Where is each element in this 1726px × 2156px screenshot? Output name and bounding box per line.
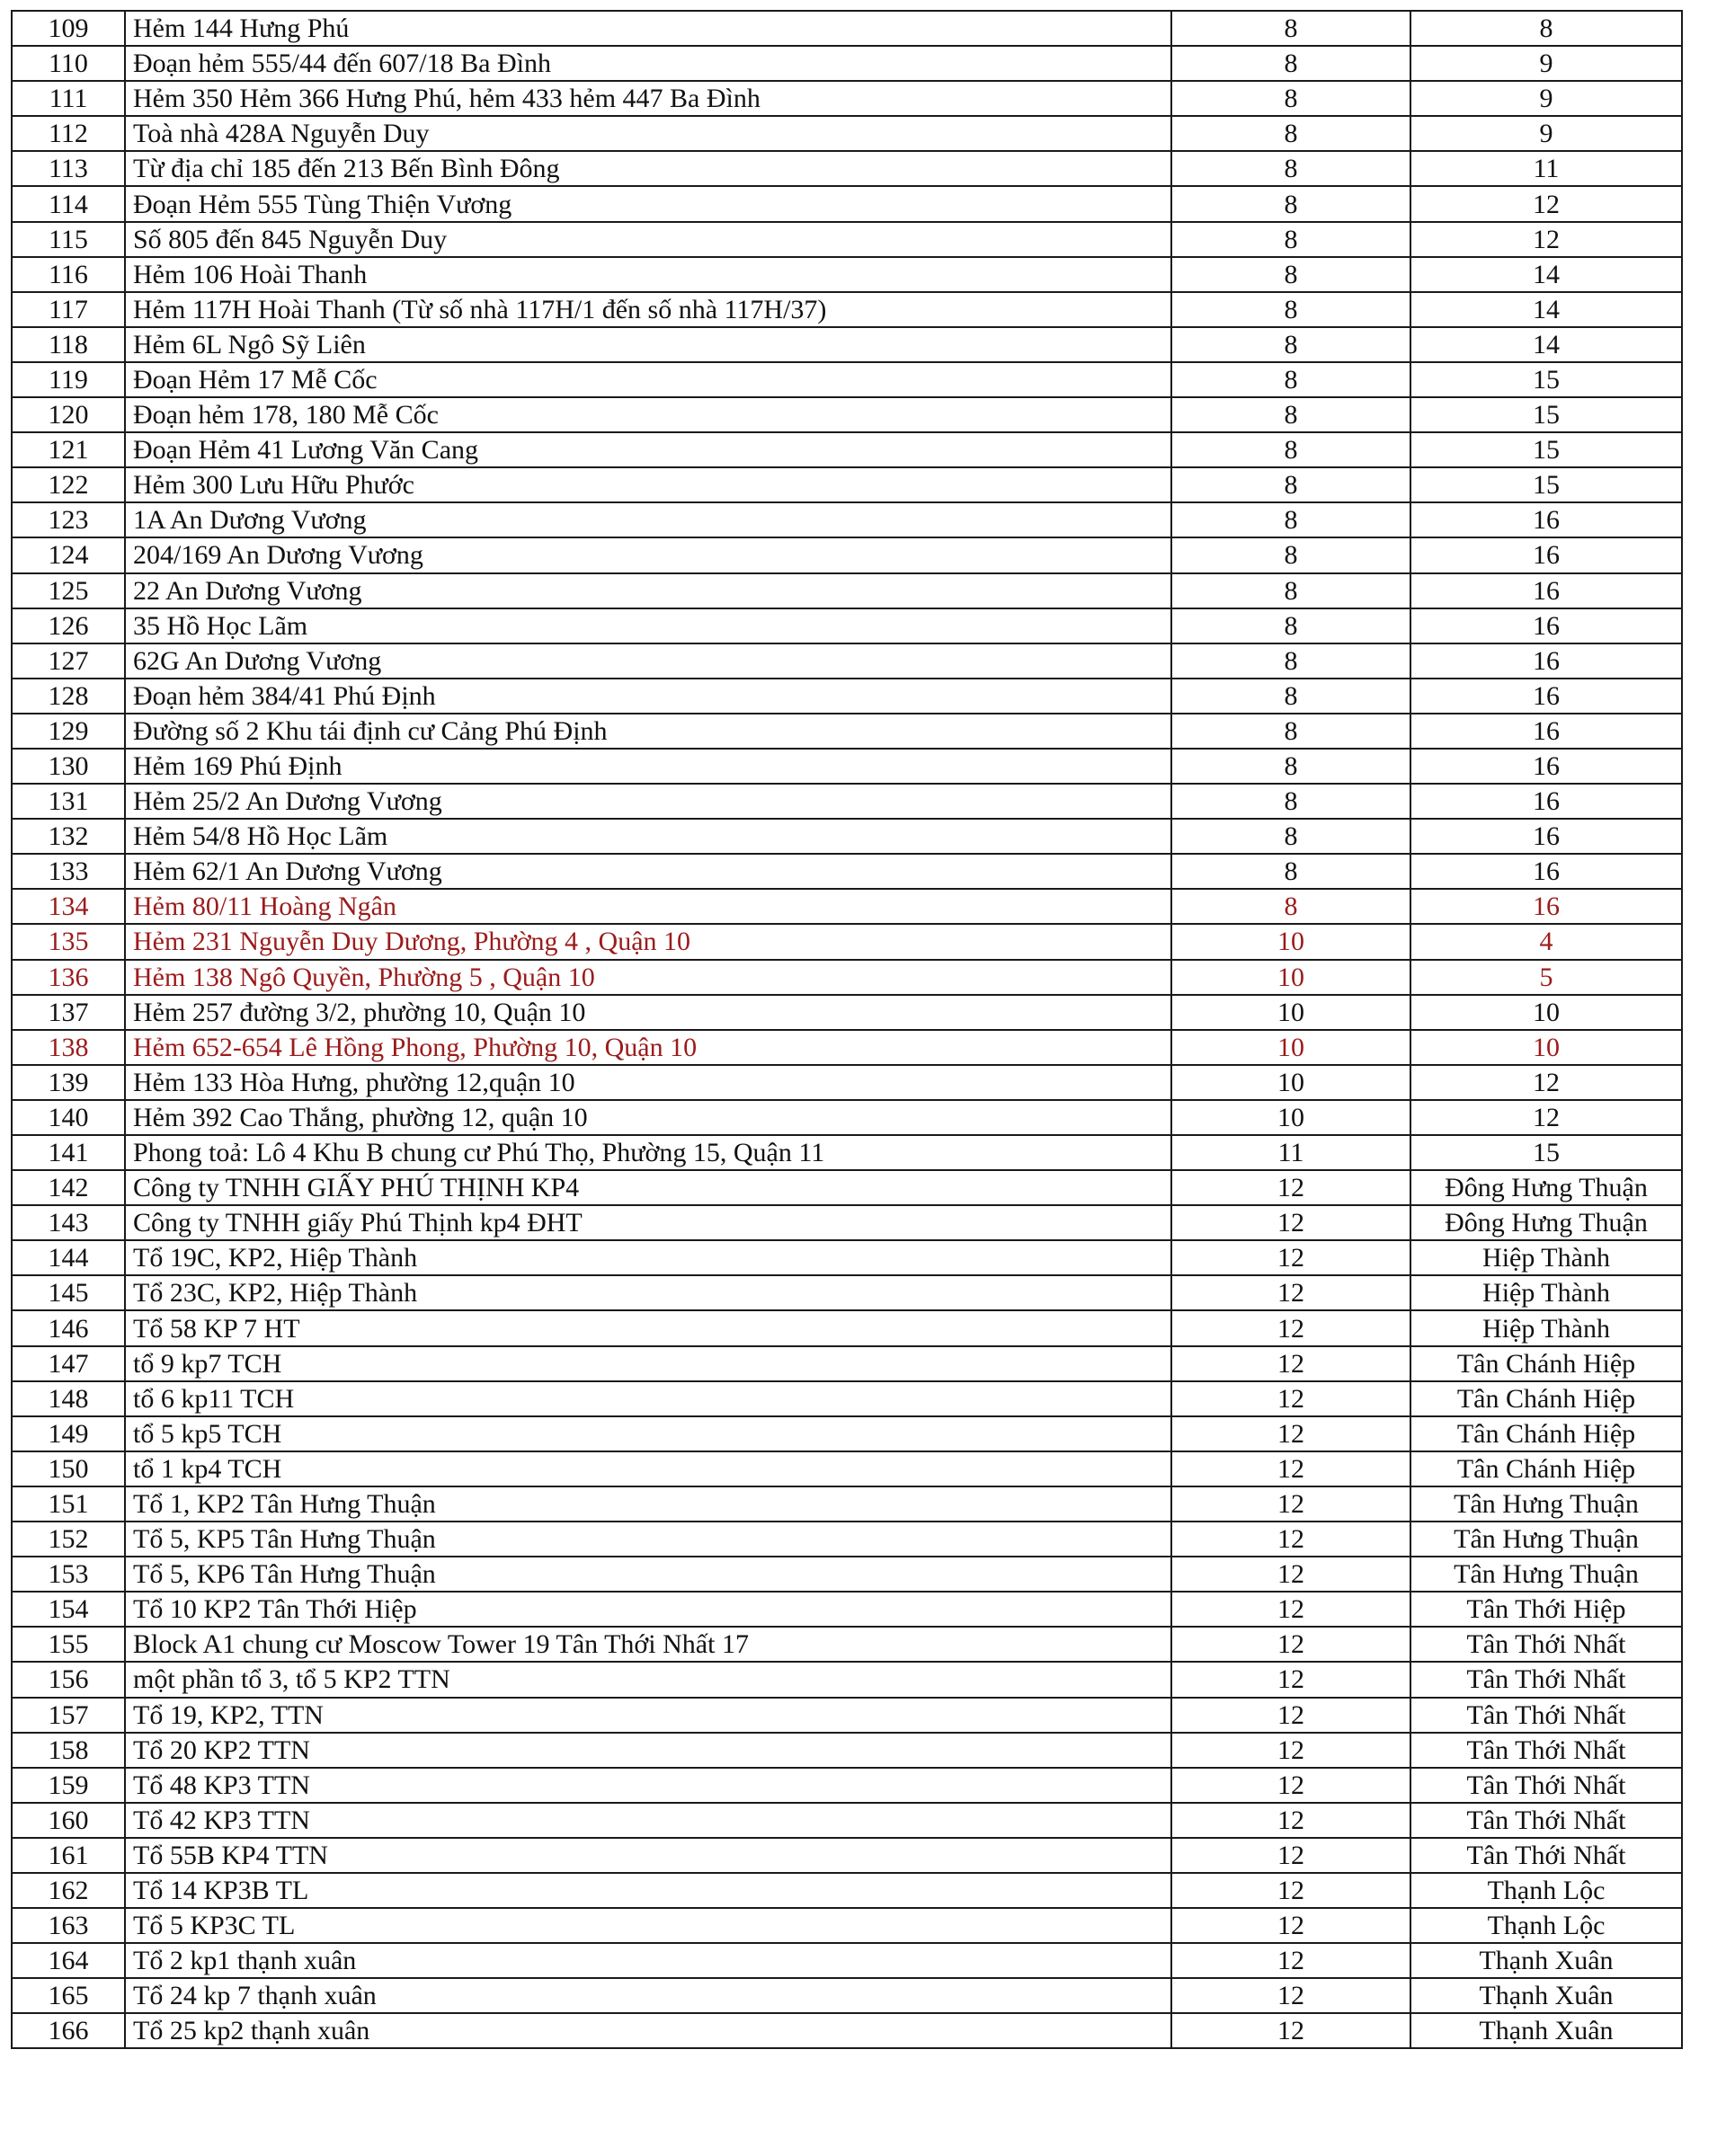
ward-cell: 14 [1410,257,1682,292]
location-cell: Tổ 19, KP2, TTN [125,1698,1171,1733]
ward-cell: Tân Thới Nhất [1410,1838,1682,1873]
district-cell: 12 [1171,1557,1410,1592]
table-row [12,1240,1682,1275]
location-cell: Tổ 2 kp1 thạnh xuân [125,1943,1171,1978]
row-number-cell: 155 [12,1627,125,1662]
table-row [12,502,1682,537]
row-number-cell: 128 [12,679,125,714]
ward-cell: 16 [1410,573,1682,608]
district-cell: 8 [1171,537,1410,572]
row-number-cell: 141 [12,1135,125,1170]
table-body [12,11,1682,2048]
ward-cell: 16 [1410,608,1682,643]
ward-cell: Tân Hưng Thuận [1410,1522,1682,1557]
district-cell: 12 [1171,1803,1410,1838]
table-row [12,257,1682,292]
location-cell: Tổ 5 KP3C TL [125,1908,1171,1943]
row-number-cell: 152 [12,1522,125,1557]
location-cell: Tổ 25 kp2 thạnh xuân [125,2013,1171,2048]
table-row [12,714,1682,749]
table-row [12,537,1682,572]
ward-cell: 15 [1410,362,1682,397]
row-number-cell: 136 [12,960,125,995]
lockdown-table [11,10,1683,2049]
location-cell: Tổ 1, KP2 Tân Hưng Thuận [125,1486,1171,1522]
row-number-cell: 154 [12,1592,125,1627]
ward-cell: Tân Thới Hiệp [1410,1592,1682,1627]
table-row [12,397,1682,432]
row-number-cell: 146 [12,1310,125,1345]
row-number-cell: 150 [12,1451,125,1486]
district-cell: 10 [1171,1030,1410,1065]
row-number-cell: 143 [12,1205,125,1240]
ward-cell: 14 [1410,327,1682,362]
ward-cell: 10 [1410,995,1682,1030]
table-row [12,1662,1682,1697]
district-cell: 11 [1171,1135,1410,1170]
district-cell: 8 [1171,784,1410,819]
district-cell: 10 [1171,960,1410,995]
table-row [12,1451,1682,1486]
table-row [12,924,1682,959]
ward-cell: 9 [1410,116,1682,151]
ward-cell: 16 [1410,784,1682,819]
location-cell: một phần tổ 3, tổ 5 KP2 TTN [125,1662,1171,1697]
table-row [12,116,1682,151]
location-cell: Công ty TNHH GIẤY PHÚ THỊNH KP4 [125,1170,1171,1205]
table-row [12,2013,1682,2048]
district-cell: 12 [1171,1381,1410,1416]
district-cell: 8 [1171,292,1410,327]
district-cell: 8 [1171,432,1410,467]
location-cell: 204/169 An Dương Vương [125,537,1171,572]
location-cell: Hẻm 231 Nguyễn Duy Dương, Phường 4 , Quận 10 [125,924,1171,959]
location-cell: 35 Hồ Học Lãm [125,608,1171,643]
location-cell: Block A1 chung cư Moscow Tower 19 Tân Thới Nhất 17 [125,1627,1171,1662]
location-cell: Đoạn Hẻm 17 Mễ Cốc [125,362,1171,397]
ward-cell: 5 [1410,960,1682,995]
table-row [12,1381,1682,1416]
location-cell: Tổ 20 KP2 TTN [125,1733,1171,1768]
district-cell: 8 [1171,643,1410,679]
row-number-cell: 157 [12,1698,125,1733]
ward-cell: Tân Hưng Thuận [1410,1486,1682,1522]
location-cell: tổ 6 kp11 TCH [125,1381,1171,1416]
location-cell: Hẻm 133 Hòa Hưng, phường 12,quận 10 [125,1065,1171,1100]
location-cell: Hẻm 6L Ngô Sỹ Liên [125,327,1171,362]
district-cell: 8 [1171,397,1410,432]
table-row [12,11,1682,46]
table-row [12,222,1682,257]
row-number-cell: 156 [12,1662,125,1697]
location-cell: Hẻm 25/2 An Dương Vương [125,784,1171,819]
location-cell: Đoạn hẻm 178, 180 Mễ Cốc [125,397,1171,432]
location-cell: Hẻm 257 đường 3/2, phường 10, Quận 10 [125,995,1171,1030]
location-cell: Tổ 14 KP3B TL [125,1873,1171,1908]
location-cell: Phong toả: Lô 4 Khu B chung cư Phú Thọ, Phường 15, Quận 11 [125,1135,1171,1170]
row-number-cell: 118 [12,327,125,362]
location-cell: Tổ 23C, KP2, Hiệp Thành [125,1275,1171,1310]
ward-cell: 8 [1410,11,1682,46]
table-row [12,1275,1682,1310]
row-number-cell: 153 [12,1557,125,1592]
row-number-cell: 120 [12,397,125,432]
district-cell: 8 [1171,116,1410,151]
ward-cell: 16 [1410,819,1682,854]
district-cell: 8 [1171,186,1410,221]
row-number-cell: 137 [12,995,125,1030]
table-row [12,573,1682,608]
ward-cell: 16 [1410,854,1682,889]
row-number-cell: 158 [12,1733,125,1768]
table-row [12,1030,1682,1065]
row-number-cell: 115 [12,222,125,257]
table-row [12,1592,1682,1627]
location-cell: Tổ 55B KP4 TTN [125,1838,1171,1873]
row-number-cell: 123 [12,502,125,537]
ward-cell: 15 [1410,432,1682,467]
table-row [12,889,1682,924]
location-cell: Tổ 19C, KP2, Hiệp Thành [125,1240,1171,1275]
district-cell: 12 [1171,1275,1410,1310]
district-cell: 8 [1171,81,1410,116]
location-cell: Tổ 10 KP2 Tân Thới Hiệp [125,1592,1171,1627]
district-cell: 8 [1171,257,1410,292]
table-row [12,186,1682,221]
ward-cell: 4 [1410,924,1682,959]
location-cell: Từ địa chỉ 185 đến 213 Bến Bình Đông [125,151,1171,186]
ward-cell: Đông Hưng Thuận [1410,1170,1682,1205]
table-row [12,1627,1682,1662]
ward-cell: 16 [1410,537,1682,572]
district-cell: 12 [1171,1838,1410,1873]
district-cell: 8 [1171,467,1410,502]
row-number-cell: 162 [12,1873,125,1908]
ward-cell: 9 [1410,81,1682,116]
ward-cell: 12 [1410,222,1682,257]
location-cell: Toà nhà 428A Nguyễn Duy [125,116,1171,151]
table-row [12,1733,1682,1768]
ward-cell: 9 [1410,46,1682,81]
district-cell: 8 [1171,889,1410,924]
location-cell: Đoạn hẻm 384/41 Phú Định [125,679,1171,714]
ward-cell: 15 [1410,1135,1682,1170]
location-cell: 22 An Dương Vương [125,573,1171,608]
row-number-cell: 163 [12,1908,125,1943]
table-row [12,467,1682,502]
ward-cell: Tân Chánh Hiệp [1410,1381,1682,1416]
row-number-cell: 117 [12,292,125,327]
district-cell: 12 [1171,1310,1410,1345]
row-number-cell: 124 [12,537,125,572]
district-cell: 8 [1171,502,1410,537]
table-row [12,1557,1682,1592]
location-cell: Hẻm 138 Ngô Quyền, Phường 5 , Quận 10 [125,960,1171,995]
ward-cell: Tân Thới Nhất [1410,1627,1682,1662]
district-cell: 8 [1171,11,1410,46]
row-number-cell: 145 [12,1275,125,1310]
table-row [12,995,1682,1030]
district-cell: 12 [1171,1768,1410,1803]
location-cell: Hẻm 106 Hoài Thanh [125,257,1171,292]
table-row [12,432,1682,467]
district-cell: 12 [1171,1205,1410,1240]
location-cell: Đoạn Hẻm 41 Lương Văn Cang [125,432,1171,467]
district-cell: 8 [1171,222,1410,257]
location-cell: Đoạn hẻm 555/44 đến 607/18 Ba Đình [125,46,1171,81]
ward-cell: 11 [1410,151,1682,186]
table-row [12,1170,1682,1205]
table-row [12,643,1682,679]
table-row [12,749,1682,784]
row-number-cell: 110 [12,46,125,81]
ward-cell: Thạnh Xuân [1410,1978,1682,2013]
table-row [12,1486,1682,1522]
table-row [12,292,1682,327]
row-number-cell: 116 [12,257,125,292]
ward-cell: Hiệp Thành [1410,1310,1682,1345]
location-cell: Tổ 5, KP5 Tân Hưng Thuận [125,1522,1171,1557]
row-number-cell: 133 [12,854,125,889]
table-row [12,1416,1682,1451]
district-cell: 12 [1171,1662,1410,1697]
district-cell: 12 [1171,1627,1410,1662]
district-cell: 12 [1171,1170,1410,1205]
row-number-cell: 111 [12,81,125,116]
row-number-cell: 114 [12,186,125,221]
ward-cell: 16 [1410,749,1682,784]
row-number-cell: 160 [12,1803,125,1838]
table-row [12,960,1682,995]
row-number-cell: 121 [12,432,125,467]
row-number-cell: 126 [12,608,125,643]
ward-cell: 15 [1410,397,1682,432]
ward-cell: 15 [1410,467,1682,502]
ward-cell: 16 [1410,643,1682,679]
row-number-cell: 159 [12,1768,125,1803]
row-number-cell: 165 [12,1978,125,2013]
ward-cell: 10 [1410,1030,1682,1065]
location-cell: Hẻm 54/8 Hồ Học Lãm [125,819,1171,854]
row-number-cell: 112 [12,116,125,151]
district-cell: 8 [1171,362,1410,397]
ward-cell: Hiệp Thành [1410,1275,1682,1310]
table-row [12,854,1682,889]
location-cell: Tổ 5, KP6 Tân Hưng Thuận [125,1557,1171,1592]
location-cell: Công ty TNHH giấy Phú Thịnh kp4 ĐHT [125,1205,1171,1240]
district-cell: 8 [1171,573,1410,608]
row-number-cell: 122 [12,467,125,502]
district-cell: 8 [1171,854,1410,889]
district-cell: 8 [1171,819,1410,854]
table-row [12,81,1682,116]
table-row [12,151,1682,186]
ward-cell: Tân Hưng Thuận [1410,1557,1682,1592]
district-cell: 12 [1171,1733,1410,1768]
row-number-cell: 144 [12,1240,125,1275]
table-row [12,608,1682,643]
location-cell: Tổ 48 KP3 TTN [125,1768,1171,1803]
district-cell: 12 [1171,1908,1410,1943]
ward-cell: Tân Thới Nhất [1410,1698,1682,1733]
ward-cell: Tân Thới Nhất [1410,1662,1682,1697]
row-number-cell: 149 [12,1416,125,1451]
table-row [12,1135,1682,1170]
table-row [12,1100,1682,1135]
row-number-cell: 142 [12,1170,125,1205]
row-number-cell: 161 [12,1838,125,1873]
location-cell: 1A An Dương Vương [125,502,1171,537]
district-cell: 8 [1171,151,1410,186]
table-row [12,1768,1682,1803]
location-cell: Hẻm 392 Cao Thắng, phường 12, quận 10 [125,1100,1171,1135]
table-row [12,1873,1682,1908]
location-cell: Đoạn Hẻm 555 Tùng Thiện Vương [125,186,1171,221]
district-cell: 12 [1171,1978,1410,2013]
table-row [12,1310,1682,1345]
ward-cell: 16 [1410,679,1682,714]
table-row [12,784,1682,819]
ward-cell: Hiệp Thành [1410,1240,1682,1275]
location-cell: Tổ 58 KP 7 HT [125,1310,1171,1345]
table-row [12,819,1682,854]
ward-cell: Thạnh Xuân [1410,2013,1682,2048]
location-cell: Tổ 24 kp 7 thạnh xuân [125,1978,1171,2013]
row-number-cell: 166 [12,2013,125,2048]
row-number-cell: 131 [12,784,125,819]
ward-cell: Tân Thới Nhất [1410,1768,1682,1803]
ward-cell: Thạnh Lộc [1410,1873,1682,1908]
table-row [12,679,1682,714]
row-number-cell: 119 [12,362,125,397]
district-cell: 8 [1171,46,1410,81]
ward-cell: Thạnh Lộc [1410,1908,1682,1943]
row-number-cell: 129 [12,714,125,749]
table-row [12,362,1682,397]
row-number-cell: 113 [12,151,125,186]
ward-cell: 14 [1410,292,1682,327]
table-row [12,327,1682,362]
location-cell: 62G An Dương Vương [125,643,1171,679]
row-number-cell: 138 [12,1030,125,1065]
row-number-cell: 130 [12,749,125,784]
row-number-cell: 135 [12,924,125,959]
table-row [12,1522,1682,1557]
table-row [12,1838,1682,1873]
district-cell: 12 [1171,1240,1410,1275]
ward-cell: 12 [1410,1065,1682,1100]
row-number-cell: 148 [12,1381,125,1416]
table-row [12,1943,1682,1978]
ward-cell: Tân Chánh Hiệp [1410,1416,1682,1451]
location-cell: tổ 5 kp5 TCH [125,1416,1171,1451]
table-row [12,1346,1682,1381]
ward-cell: 16 [1410,889,1682,924]
row-number-cell: 151 [12,1486,125,1522]
district-cell: 12 [1171,1943,1410,1978]
district-cell: 12 [1171,1486,1410,1522]
ward-cell: Tân Thới Nhất [1410,1733,1682,1768]
row-number-cell: 109 [12,11,125,46]
ward-cell: Đông Hưng Thuận [1410,1205,1682,1240]
row-number-cell: 139 [12,1065,125,1100]
district-cell: 8 [1171,679,1410,714]
table-row [12,46,1682,81]
ward-cell: 12 [1410,1100,1682,1135]
location-cell: Hẻm 652-654 Lê Hồng Phong, Phường 10, Quận 10 [125,1030,1171,1065]
row-number-cell: 127 [12,643,125,679]
district-cell: 10 [1171,995,1410,1030]
location-cell: Hẻm 80/11 Hoàng Ngân [125,889,1171,924]
district-cell: 12 [1171,1451,1410,1486]
location-cell: Hẻm 62/1 An Dương Vương [125,854,1171,889]
location-cell: tổ 9 kp7 TCH [125,1346,1171,1381]
location-cell: Hẻm 144 Hưng Phú [125,11,1171,46]
ward-cell: Tân Chánh Hiệp [1410,1346,1682,1381]
district-cell: 8 [1171,714,1410,749]
table-row [12,1908,1682,1943]
location-cell: Hẻm 117H Hoài Thanh (Từ số nhà 117H/1 đến số nhà 117H/37) [125,292,1171,327]
district-cell: 12 [1171,1873,1410,1908]
district-cell: 8 [1171,749,1410,784]
ward-cell: Tân Thới Nhất [1410,1803,1682,1838]
district-cell: 8 [1171,608,1410,643]
district-cell: 12 [1171,1346,1410,1381]
table-row [12,1205,1682,1240]
row-number-cell: 125 [12,573,125,608]
row-number-cell: 134 [12,889,125,924]
district-cell: 12 [1171,1416,1410,1451]
table-row [12,1803,1682,1838]
district-cell: 8 [1171,327,1410,362]
location-cell: tổ 1 kp4 TCH [125,1451,1171,1486]
row-number-cell: 147 [12,1346,125,1381]
table-row [12,1065,1682,1100]
district-cell: 10 [1171,1065,1410,1100]
district-cell: 10 [1171,924,1410,959]
ward-cell: 12 [1410,186,1682,221]
district-cell: 12 [1171,1592,1410,1627]
location-cell: Hẻm 350 Hẻm 366 Hưng Phú, hẻm 433 hẻm 447 Ba Đình [125,81,1171,116]
ward-cell: Thạnh Xuân [1410,1943,1682,1978]
row-number-cell: 140 [12,1100,125,1135]
district-cell: 12 [1171,1698,1410,1733]
table-row [12,1698,1682,1733]
district-cell: 10 [1171,1100,1410,1135]
ward-cell: 16 [1410,714,1682,749]
row-number-cell: 132 [12,819,125,854]
location-cell: Số 805 đến 845 Nguyễn Duy [125,222,1171,257]
district-cell: 12 [1171,2013,1410,2048]
table-row [12,1978,1682,2013]
ward-cell: Tân Chánh Hiệp [1410,1451,1682,1486]
location-cell: Hẻm 300 Lưu Hữu Phước [125,467,1171,502]
district-cell: 12 [1171,1522,1410,1557]
location-cell: Đường số 2 Khu tái định cư Cảng Phú Định [125,714,1171,749]
row-number-cell: 164 [12,1943,125,1978]
location-cell: Hẻm 169 Phú Định [125,749,1171,784]
ward-cell: 16 [1410,502,1682,537]
location-cell: Tổ 42 KP3 TTN [125,1803,1171,1838]
